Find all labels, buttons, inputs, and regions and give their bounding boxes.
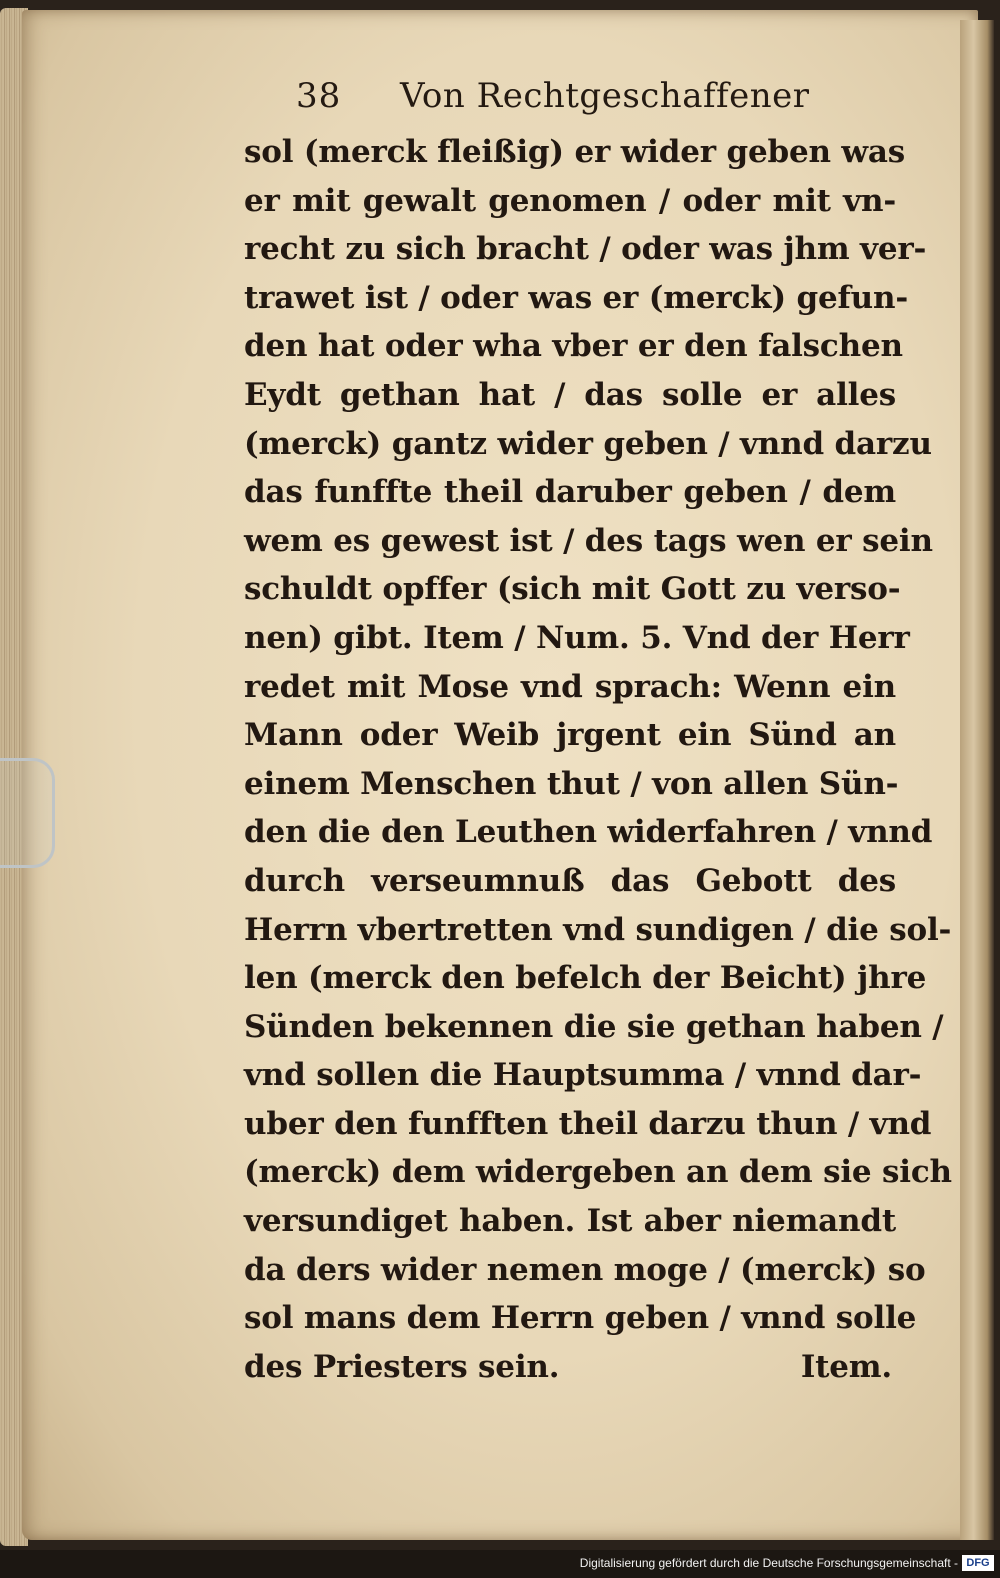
- body-text: [244, 128, 952, 1391]
- text-line: nen) gibt. Item / Num. 5. Vnd der Herr: [244, 619, 910, 656]
- text-line: Sünden bekennen die sie gethan haben /: [244, 1008, 944, 1045]
- text-line: da ders wider nemen moge / (merck) so: [244, 1251, 926, 1288]
- text-line: wem es gewest ist / des tags wen er sein: [244, 522, 933, 559]
- text-line: trawet ist / oder was er (merck) gefun-: [244, 279, 908, 316]
- text-line: len (merck den befelch der Beicht) jhre: [244, 960, 927, 997]
- header-title: Von Rechtgeschaffener: [400, 76, 810, 116]
- gutter-edge: [960, 20, 994, 1540]
- running-head: [296, 76, 856, 124]
- text-line: Herrn vbertretten vnd sundigen / die sol-: [244, 911, 952, 948]
- text-line: sol (merck fleißig) er wider geben was: [244, 134, 906, 170]
- text-line: das funffte theil daruber geben / dem: [244, 474, 896, 511]
- catchword: Item.: [800, 1348, 892, 1385]
- text-line: Eydt gethan hat / das solle er alles: [244, 376, 896, 413]
- text-line: sol mans dem Herrn geben / vnnd solle: [244, 1300, 917, 1337]
- text-line: recht zu sich bracht / oder was jhm ver-: [244, 231, 927, 268]
- text-line: versundiget haben. Ist aber niemandt: [244, 1203, 896, 1240]
- text-line: einem Menschen thut / von allen Sün-: [244, 765, 899, 802]
- text-line: vnd sollen die Hauptsumma / vnnd dar-: [244, 1057, 922, 1094]
- page-number: 38: [296, 76, 342, 116]
- text-line: schuldt opffer (sich mit Gott zu verso-: [244, 571, 901, 608]
- clasp-marker: [0, 758, 55, 868]
- text-line: des Priesters sein.: [244, 1348, 560, 1385]
- dfg-logo: DFG: [962, 1555, 994, 1571]
- last-text-line: [244, 1343, 896, 1392]
- text-line: durch verseumnuß das Gebott des: [244, 862, 896, 899]
- funding-credit: Digitalisierung gefördert durch die Deutsche Forschungsgemeinschaft -: [579, 1556, 958, 1570]
- text-line: Mann oder Weib jrgent ein Sünd an: [244, 717, 896, 754]
- text-line: (merck) dem widergeben an dem sie sich: [244, 1154, 952, 1191]
- text-line: uber den funfften theil darzu thun / vnd: [244, 1105, 932, 1142]
- text-line: (merck) gantz wider geben / vnnd darzu: [244, 425, 932, 462]
- text-line: den hat oder wha vber er den falschen: [244, 328, 903, 365]
- text-line: redet mit Mose vnd sprach: Wenn ein: [244, 668, 896, 705]
- text-line: den die den Leuthen widerfahren / vnnd: [244, 814, 933, 851]
- text-line: er mit gewalt genomen / oder mit vn-: [244, 182, 896, 219]
